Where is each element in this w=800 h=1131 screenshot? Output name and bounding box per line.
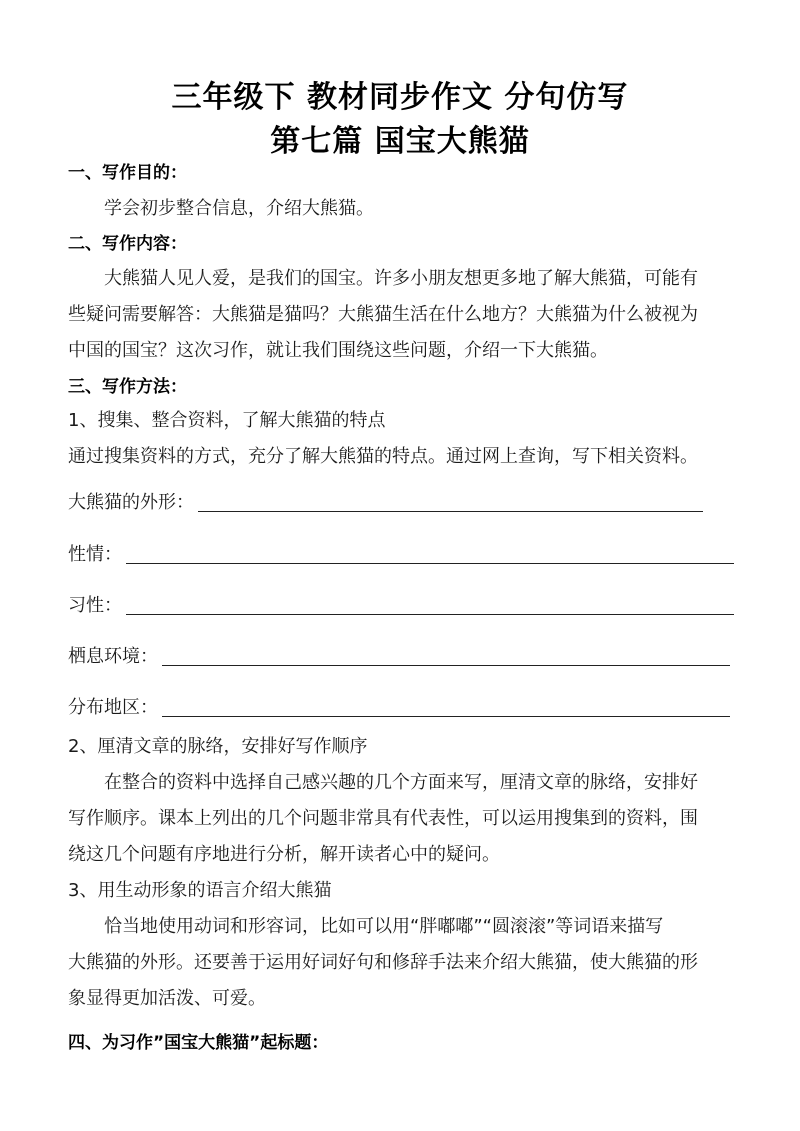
field-label: 栖息环境： xyxy=(68,646,158,667)
field-label: 习性： xyxy=(68,595,122,616)
field-label: 分布地区： xyxy=(68,697,158,718)
method-3-title: 3、用生动形象的语言介绍大熊猫 xyxy=(68,880,332,901)
field-habits xyxy=(68,591,734,621)
answer-blank[interactable] xyxy=(126,614,734,615)
answer-blank[interactable] xyxy=(126,563,734,564)
method-1-title: 1、搜集、整合资料，了解大熊猫的特点 xyxy=(68,410,386,431)
field-appearance xyxy=(68,488,703,518)
section-heading-method: 三、写作方法： xyxy=(68,377,187,397)
field-temperament xyxy=(68,540,734,570)
answer-blank[interactable] xyxy=(198,511,703,512)
page-subtitle: 第七篇 国宝大熊猫 xyxy=(270,124,530,159)
content-text-line: 大熊猫人见人爱，是我们的国宝。许多小朋友想更多地了解大熊猫，可能有 xyxy=(104,268,698,289)
page-title: 三年级下 教材同步作文 分句仿写 xyxy=(171,80,629,115)
section-heading-purpose: 一、写作目的： xyxy=(68,163,187,183)
content-text-line: 中国的国宝？这次习作，就让我们围绕这些问题，介绍一下大熊猫。 xyxy=(68,340,608,361)
method-2-title: 2、厘清文章的脉络，安排好写作顺序 xyxy=(68,736,368,757)
section-heading-content: 二、写作内容： xyxy=(68,234,187,254)
field-habitat xyxy=(68,642,730,672)
method-2-text-line: 在整合的资料中选择自己感兴趣的几个方面来写，厘清文章的脉络，安排好 xyxy=(104,772,698,793)
answer-blank[interactable] xyxy=(162,665,730,666)
section-heading-title-task: 四、为习作”国宝大熊猫”起标题： xyxy=(68,1033,329,1053)
purpose-text: 学会初步整合信息，介绍大熊猫。 xyxy=(104,198,374,219)
content-text-line: 些疑问需要解答：大熊猫是猫吗？大熊猫生活在什么地方？大熊猫为什么被视为 xyxy=(68,304,698,325)
method-3-text-line: 象显得更加活泼、可爱。 xyxy=(68,988,266,1009)
field-label: 大熊猫的外形： xyxy=(68,492,194,513)
method-1-text: 通过搜集资料的方式，充分了解大熊猫的特点。通过网上查询，写下相关资料。 xyxy=(68,446,698,467)
method-3-text-line: 恰当地使用动词和形容词，比如可以用“胖嘟嘟”“圆滚滚”等词语来描写 xyxy=(104,916,664,937)
method-2-text-line: 写作顺序。课本上列出的几个问题非常具有代表性，可以运用搜集到的资料，围 xyxy=(68,808,698,829)
field-label: 性情： xyxy=(68,544,122,565)
field-distribution xyxy=(68,693,730,723)
method-2-text-line: 绕这几个问题有序地进行分析，解开读者心中的疑问。 xyxy=(68,844,500,865)
method-3-text-line: 大熊猫的外形。还要善于运用好词好句和修辞手法来介绍大熊猫，使大熊猫的形 xyxy=(68,952,698,973)
answer-blank[interactable] xyxy=(162,716,730,717)
